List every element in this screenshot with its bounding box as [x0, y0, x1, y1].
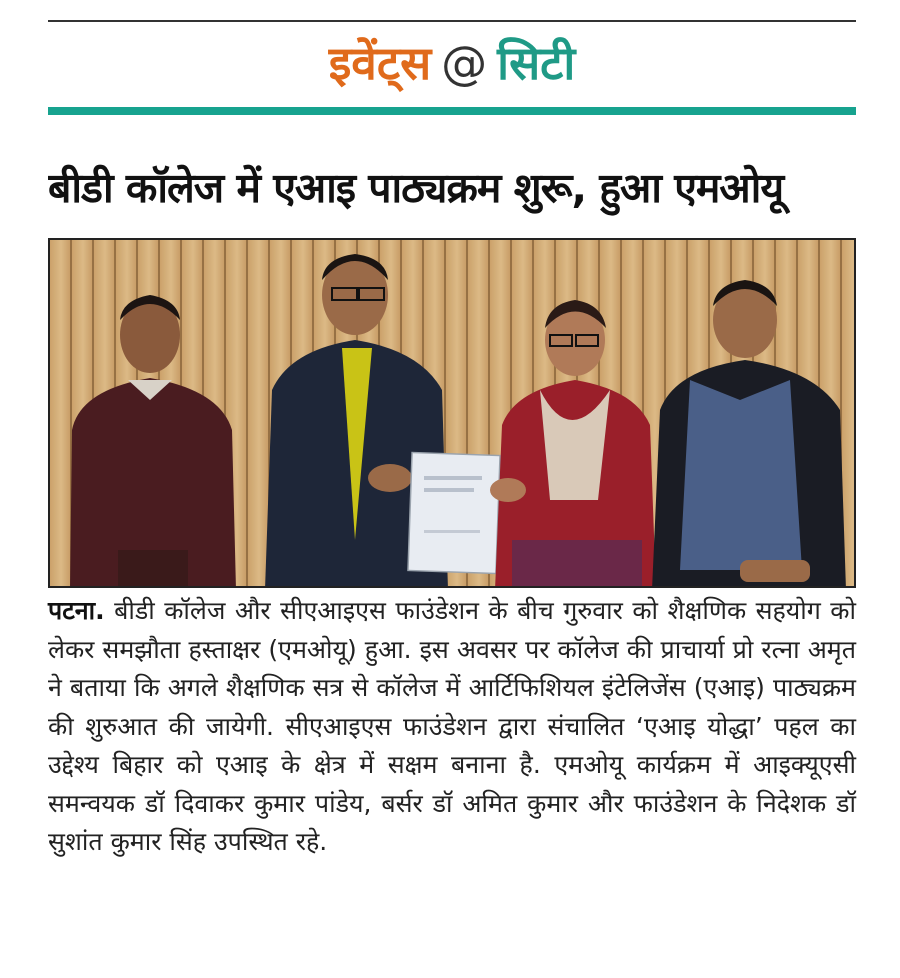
- article-photo: [48, 238, 856, 588]
- section-divider: [48, 107, 856, 115]
- article-body: [48, 592, 856, 862]
- section-header: [48, 30, 856, 96]
- article-dateline: पटना.: [48, 596, 105, 625]
- article-headline: बीडी कॉलेज में एआइ पाठ्यक्रम शुरू, हुआ एमओयू: [48, 164, 784, 212]
- top-rule: [48, 20, 856, 22]
- mou-document: [408, 453, 500, 574]
- section-title-city: सिटी: [497, 36, 576, 90]
- section-title-at: @: [441, 36, 488, 90]
- article-body-text: बीडी कॉलेज और सीएआइएस फाउंडेशन के बीच गुरुवार को शैक्षणिक सहयोग को लेकर समझौता हस्ताक्षर (एमओयू) हुआ. इस अवसर पर कॉलेज की प्राचार्या प्रो रत्ना अमृत ने बताया कि अगले शैक्षणिक सत्र से कॉलेज में आर्टिफिशियल इंटेलिजेंस (एआइ) पाठ्यक्रम की शुरुआत की जायेगी. सीएआइएस फाउंडेशन द्वारा संचालित ‘एआइ योद्धा’ पहल का उद्देश्य बिहार को एआइ के क्षेत्र में सक्षम बनाना है. एमओयू कार्यक्रम में आइक्यूएसी समन्वयक डॉ दिवाकर कुमार पांडेय, बर्सर डॉ अमित कुमार और फाउंडेशन के निदेशक डॉ सुशांत कुमार सिंह उपस्थित रहे.: [48, 596, 856, 856]
- section-title-events: इवेंट्स: [328, 36, 432, 90]
